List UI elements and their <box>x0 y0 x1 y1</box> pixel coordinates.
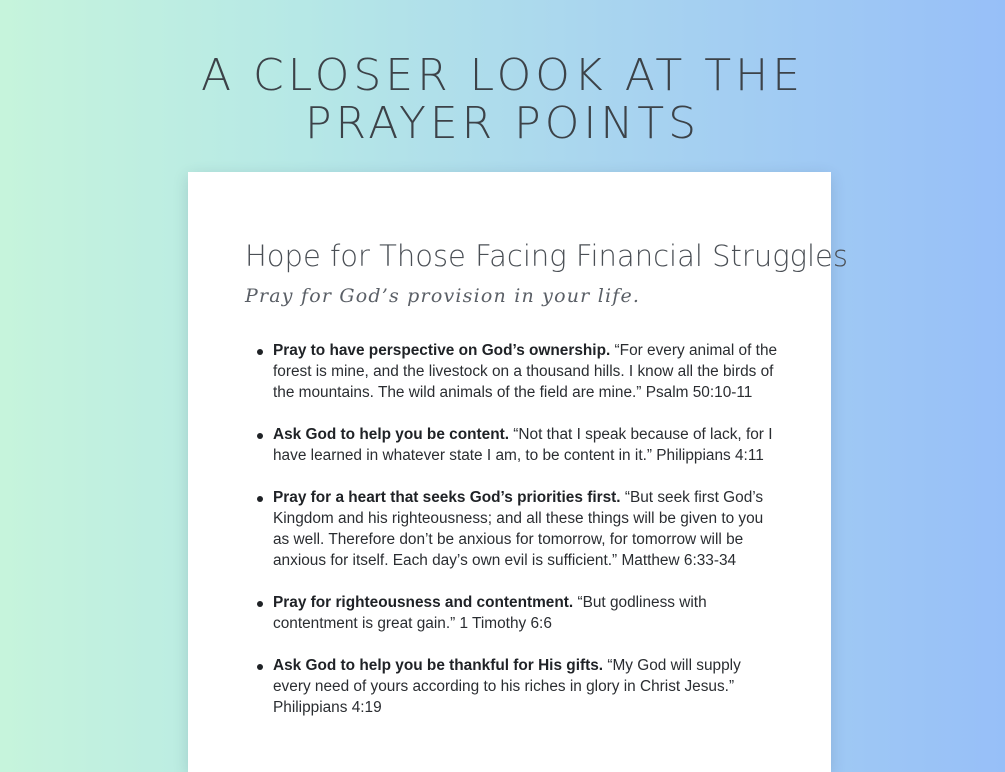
document-subtitle: Pray for God’s provision in your life. <box>245 285 641 307</box>
banner-title-line-2: PRAYER POINTS <box>304 98 701 149</box>
banner-title-line-1: A CLOSER LOOK AT THE <box>200 50 805 101</box>
prayer-point-text: “Not that I speak because of lack, for I have learned in whatever state I am, to be content in it.” Philippians 4:11 <box>273 426 773 464</box>
prayer-points-list <box>273 340 781 739</box>
prayer-point <box>273 655 781 718</box>
prayer-point-lead: Ask God to help you be thankful for His gifts. <box>273 657 608 674</box>
document-heading: Hope for Those Facing Financial Struggles <box>245 239 849 273</box>
bullet-icon <box>257 433 263 439</box>
prayer-point-lead: Ask God to help you be content. <box>273 426 514 443</box>
document-page <box>188 172 849 772</box>
prayer-point-lead: Pray for a heart that seeks God’s priorities first. <box>273 489 625 506</box>
prayer-point-text: “My God will supply every need of yours according to his riches in glory in Christ Jesus.” Philippians 4:19 <box>273 657 741 716</box>
prayer-point-lead: Pray to have perspective on God’s ownership. <box>273 342 615 359</box>
prayer-point <box>273 340 781 403</box>
bullet-icon <box>257 349 263 355</box>
prayer-point-text: “But godliness with contentment is great gain.” 1 Timothy 6:6 <box>273 594 707 632</box>
bullet-icon <box>257 601 263 607</box>
prayer-point <box>273 592 781 634</box>
bullet-icon <box>257 664 263 670</box>
prayer-point-text: “For every animal of the forest is mine, and the livestock on a thousand hills. I know all the birds of the mountains. The wild animals of the field are mine.” Psalm 50:10-11 <box>273 342 778 401</box>
bullet-icon <box>257 496 263 502</box>
banner-title <box>0 52 1005 148</box>
prayer-point <box>273 424 781 466</box>
prayer-point-lead: Pray for righteousness and contentment. <box>273 594 578 611</box>
prayer-point <box>273 487 781 571</box>
prayer-point-text: “But seek first God’s Kingdom and his righteousness; and all these things will be given to you as well. Therefore don’t be anxious for tomorrow, for tomorrow will be anxious for itself. Each day’s own evil is sufficient.” Matthew 6:33-34 <box>273 489 764 569</box>
